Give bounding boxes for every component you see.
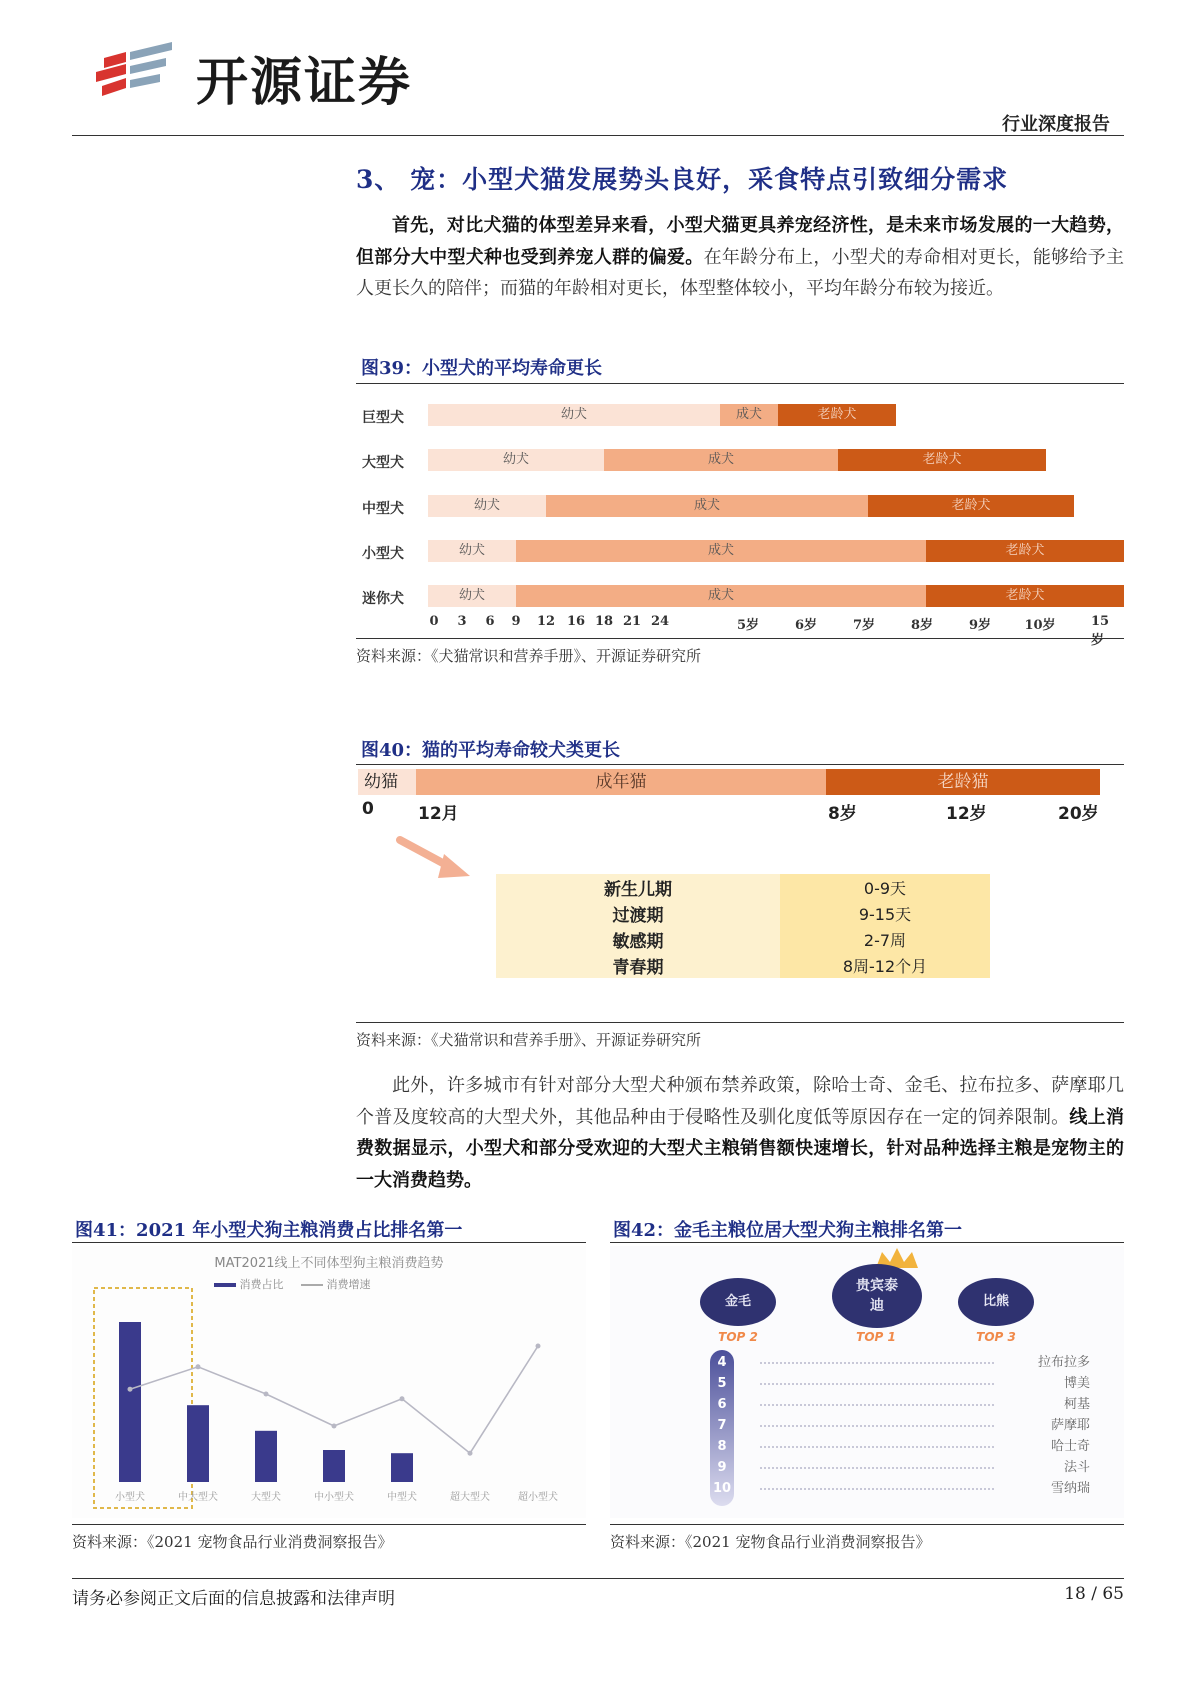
arrow-down-right-icon: [396, 834, 476, 882]
table-row: [496, 900, 990, 926]
fig41-category-label: 超小型犬: [518, 1492, 558, 1503]
fig41-category-label: 超大型犬: [450, 1492, 490, 1503]
fig39-seg-adult: 成犬: [720, 404, 778, 426]
breed-rank-row: [760, 1457, 1090, 1478]
brand-name: 开源证券: [196, 53, 413, 113]
fig39-bottom-rule: [356, 638, 1124, 639]
fig39-seg-senior: 老龄犬: [926, 540, 1124, 562]
fig41-growth-point: [468, 1451, 473, 1456]
stage-name: 新生儿期: [496, 874, 780, 900]
dotted-leader: [760, 1362, 994, 1364]
fig42-source: 资料来源：《2021 宠物食品行业消费洞察报告》: [610, 1533, 931, 1551]
top2-badge: 金毛: [700, 1278, 776, 1326]
fig39-tick: 24: [650, 614, 670, 629]
fig41-bar: [255, 1431, 277, 1482]
fig39-row-label: 迷你犬: [362, 591, 404, 607]
paragraph-1-rest: 在年龄分布上，小型犬的寿命相对更长，能够给予主人更长久的陪伴；而猫的年龄相对更长，体型整体较小，平均年龄分布较为接近。: [356, 246, 1124, 299]
rank-number: 6: [717, 1397, 727, 1412]
dotted-leader: [760, 1404, 994, 1406]
fig39-row-label: 巨型犬: [362, 410, 404, 426]
fig41-bar: [187, 1405, 209, 1482]
fig39-tick: 6岁: [794, 618, 818, 633]
fig41-growth-point: [128, 1387, 133, 1392]
fig39-row-medium: [356, 495, 1124, 521]
fig41-bar: [391, 1453, 413, 1482]
stage-duration: 0-9天: [780, 874, 990, 900]
breed-rank-row: [760, 1373, 1090, 1394]
fig39-seg-puppy: 幼犬: [428, 585, 516, 607]
breed-rank-row: [760, 1352, 1090, 1373]
fig40-tick: 0: [362, 799, 374, 819]
dotted-leader: [760, 1488, 994, 1490]
rank-number: 8: [717, 1439, 727, 1454]
breed-rank-list: [760, 1352, 1090, 1499]
page-number: 18 / 65: [1064, 1584, 1124, 1604]
stage-name: 青春期: [496, 952, 780, 978]
table-row: [496, 952, 990, 978]
fig40-stage-kitten: 幼猫: [358, 769, 416, 795]
top2-rank-label: TOP 2: [718, 1330, 758, 1344]
dotted-leader: [760, 1383, 994, 1385]
fig41-chart-title: MAT2021线上不同体型狗主粮消费趋势: [214, 1256, 444, 1271]
fig39-source: 资料来源：《犬猫常识和营养手册》、开源证券研究所: [356, 647, 702, 665]
breed-name: 雪纳瑞: [1050, 1481, 1090, 1496]
fig39-seg-puppy: 幼犬: [428, 495, 546, 517]
breed-name: 博美: [1063, 1376, 1090, 1391]
brand-logo-icon: [96, 38, 182, 102]
fig41-bar: [119, 1322, 141, 1482]
fig40-tick: 12岁: [946, 804, 987, 824]
fig41-category-label: 中型犬: [387, 1492, 417, 1503]
rank-number: 4: [717, 1355, 727, 1370]
fig39-seg-adult: 成犬: [516, 540, 926, 562]
fig39-tick: 8岁: [910, 618, 934, 633]
fig40-top-rule: [356, 764, 1124, 765]
top1-badge: 贵宾泰迪: [832, 1264, 922, 1328]
fig41-chart: [72, 1246, 586, 1518]
fig41-title: 图41：2021 年小型犬狗主粮消费占比排名第一: [75, 1220, 463, 1241]
stage-name: 过渡期: [496, 900, 780, 926]
fig39-tick: 3: [457, 614, 467, 629]
top3-rank-label: TOP 3: [976, 1330, 1016, 1344]
fig42-ranking-graphic: [610, 1246, 1124, 1518]
breed-name: 哈士奇: [1050, 1439, 1090, 1454]
dotted-leader: [760, 1425, 994, 1427]
fig41-growth-point: [332, 1424, 337, 1429]
fig41-highlight-box: [94, 1288, 192, 1508]
breed-name: 法斗: [1063, 1460, 1090, 1475]
rank-number: 9: [717, 1460, 727, 1475]
fig39-seg-puppy: 幼犬: [428, 540, 516, 562]
fig41-category-label: 大型犬: [251, 1492, 281, 1503]
paragraph-2-plain: 此外，许多城市有针对部分大型犬种颁布禁养政策，除哈士奇、金毛、拉布拉多、萨摩耶几个普及度较高的大型犬外，其他品种由于侵略性及驯化度低等原因存在一定的饲养限制。: [356, 1075, 1124, 1128]
fig40-tick: 8岁: [828, 804, 857, 824]
fig39-row-label: 中型犬: [362, 501, 404, 517]
footer-divider: [72, 1578, 1124, 1579]
fig42-top-rule: [610, 1242, 1124, 1243]
breed-name: 柯基: [1063, 1397, 1090, 1412]
rank-number: 7: [717, 1418, 727, 1433]
paragraph-2-bold: 线上消费数据显示，小型犬和部分受欢迎的大型犬主粮销售额快速增长，针对品种选择主粮是宠物主的一大消费趋势。: [356, 1106, 1125, 1191]
fig39-seg-adult: 成犬: [604, 449, 838, 471]
stage-duration: 9-15天: [780, 900, 990, 926]
rank-numbers: [710, 1352, 734, 1499]
breed-rank-row: [760, 1415, 1090, 1436]
fig39-chart: [356, 392, 1124, 648]
fig39-row-large: [356, 449, 1124, 475]
section-paragraph-2: [356, 1070, 1124, 1196]
fig39-tick: 18: [594, 614, 614, 629]
fig39-row-label: 小型犬: [362, 546, 404, 562]
fig41-bottom-rule: [72, 1524, 586, 1525]
kitten-stage-table: [496, 874, 990, 978]
table-row: [496, 874, 990, 900]
fig39-top-rule: [356, 383, 1124, 384]
paragraph-1-bold: 首先，对比犬猫的体型差异来看，小型犬猫更具养宠经济性，是未来市场发展的一大趋势，但部分大中型犬种也受到养宠人群的偏爱。: [356, 215, 1124, 268]
fig39-tick: 16: [566, 614, 586, 629]
stage-name: 敏感期: [496, 926, 780, 952]
top1-rank-label: TOP 1: [856, 1330, 896, 1344]
breed-name: 萨摩耶: [1050, 1418, 1090, 1433]
fig39-row-mini: [356, 585, 1124, 611]
fig39-tick: 9: [511, 614, 521, 629]
fig39-x-axis: [356, 614, 1124, 648]
fig42-title: 图42：金毛主粮位居大型犬狗主粮排名第一: [613, 1220, 963, 1241]
fig39-seg-senior: 老龄犬: [778, 404, 896, 426]
fig39-tick: 7岁: [852, 618, 876, 633]
fig40-stage-adult: 成年猫: [416, 769, 826, 795]
fig39-row-giant: [356, 404, 1124, 430]
fig39-row-label: 大型犬: [362, 455, 404, 471]
footer-disclaimer: 请务必参阅正文后面的信息披露和法律声明: [72, 1589, 395, 1609]
top3-badge: 比熊: [958, 1278, 1034, 1326]
breed-rank-row: [760, 1394, 1090, 1415]
fig39-seg-adult: 成犬: [516, 585, 926, 607]
header-divider: [72, 135, 1124, 136]
fig39-tick: 9岁: [968, 618, 992, 633]
fig39-seg-senior: 老龄犬: [926, 585, 1124, 607]
fig39-tick: 6: [485, 614, 495, 629]
fig41-top-rule: [72, 1242, 586, 1243]
fig41-growth-point: [264, 1392, 269, 1397]
fig39-tick: 12: [536, 614, 556, 629]
fig42-bottom-rule: [610, 1524, 1124, 1525]
stage-duration: 8周-12个月: [780, 952, 990, 978]
fig41-category-label: 中小型犬: [314, 1492, 354, 1503]
fig41-category-label: 小型犬: [115, 1492, 145, 1503]
table-row: [496, 926, 990, 952]
stage-duration: 2-7周: [780, 926, 990, 952]
legend-label: 消费增速: [326, 1278, 371, 1291]
dotted-leader: [760, 1467, 994, 1469]
fig39-tick: 15岁: [1091, 614, 1110, 648]
rank-number: 10: [712, 1481, 732, 1496]
fig41-plot: [72, 1246, 586, 1518]
report-type-label: 行业深度报告: [1002, 114, 1110, 135]
fig41-growth-point: [400, 1396, 405, 1401]
breed-rank-row: [760, 1478, 1090, 1499]
fig39-row-small: [356, 540, 1124, 566]
fig39-tick: 0: [429, 614, 439, 629]
fig39-tick: 5岁: [736, 618, 760, 633]
breed-rank-row: [760, 1436, 1090, 1457]
fig41-category-label: 中大型犬: [178, 1492, 218, 1503]
fig40-tick: 20岁: [1058, 804, 1099, 824]
fig39-tick: 21: [622, 614, 642, 629]
dotted-leader: [760, 1446, 994, 1448]
fig41-growth-point: [196, 1364, 201, 1369]
fig39-title: 图39：小型犬的平均寿命更长: [361, 358, 603, 379]
fig39-seg-puppy: 幼犬: [428, 449, 604, 471]
fig41-growth-point: [536, 1344, 541, 1349]
fig39-seg-senior: 老龄犬: [838, 449, 1046, 471]
fig41-source: 资料来源：《2021 宠物食品行业消费洞察报告》: [72, 1533, 393, 1551]
rank-number: 5: [717, 1376, 727, 1391]
section-paragraph-1: [356, 210, 1124, 305]
breed-name: 拉布拉多: [1037, 1355, 1090, 1370]
fig40-title: 图40：猫的平均寿命较犬类更长: [361, 740, 621, 761]
fig40-stage-senior: 老龄猫: [826, 769, 1100, 795]
fig40-source: 资料来源：《犬猫常识和营养手册》、开源证券研究所: [356, 1031, 702, 1049]
fig40-tick: 12月: [418, 804, 459, 824]
section-title: 3、 宠：小型犬猫发展势头良好，采食特点引致细分需求: [356, 165, 1009, 194]
fig39-tick: 10岁: [1024, 618, 1056, 633]
fig39-seg-adult: 成犬: [546, 495, 868, 517]
fig39-seg-senior: 老龄犬: [868, 495, 1074, 517]
fig41-bar: [323, 1450, 345, 1482]
fig40-bottom-rule: [356, 1022, 1124, 1023]
fig39-seg-puppy: 幼犬: [428, 404, 720, 426]
legend-label: 消费占比: [239, 1278, 284, 1291]
